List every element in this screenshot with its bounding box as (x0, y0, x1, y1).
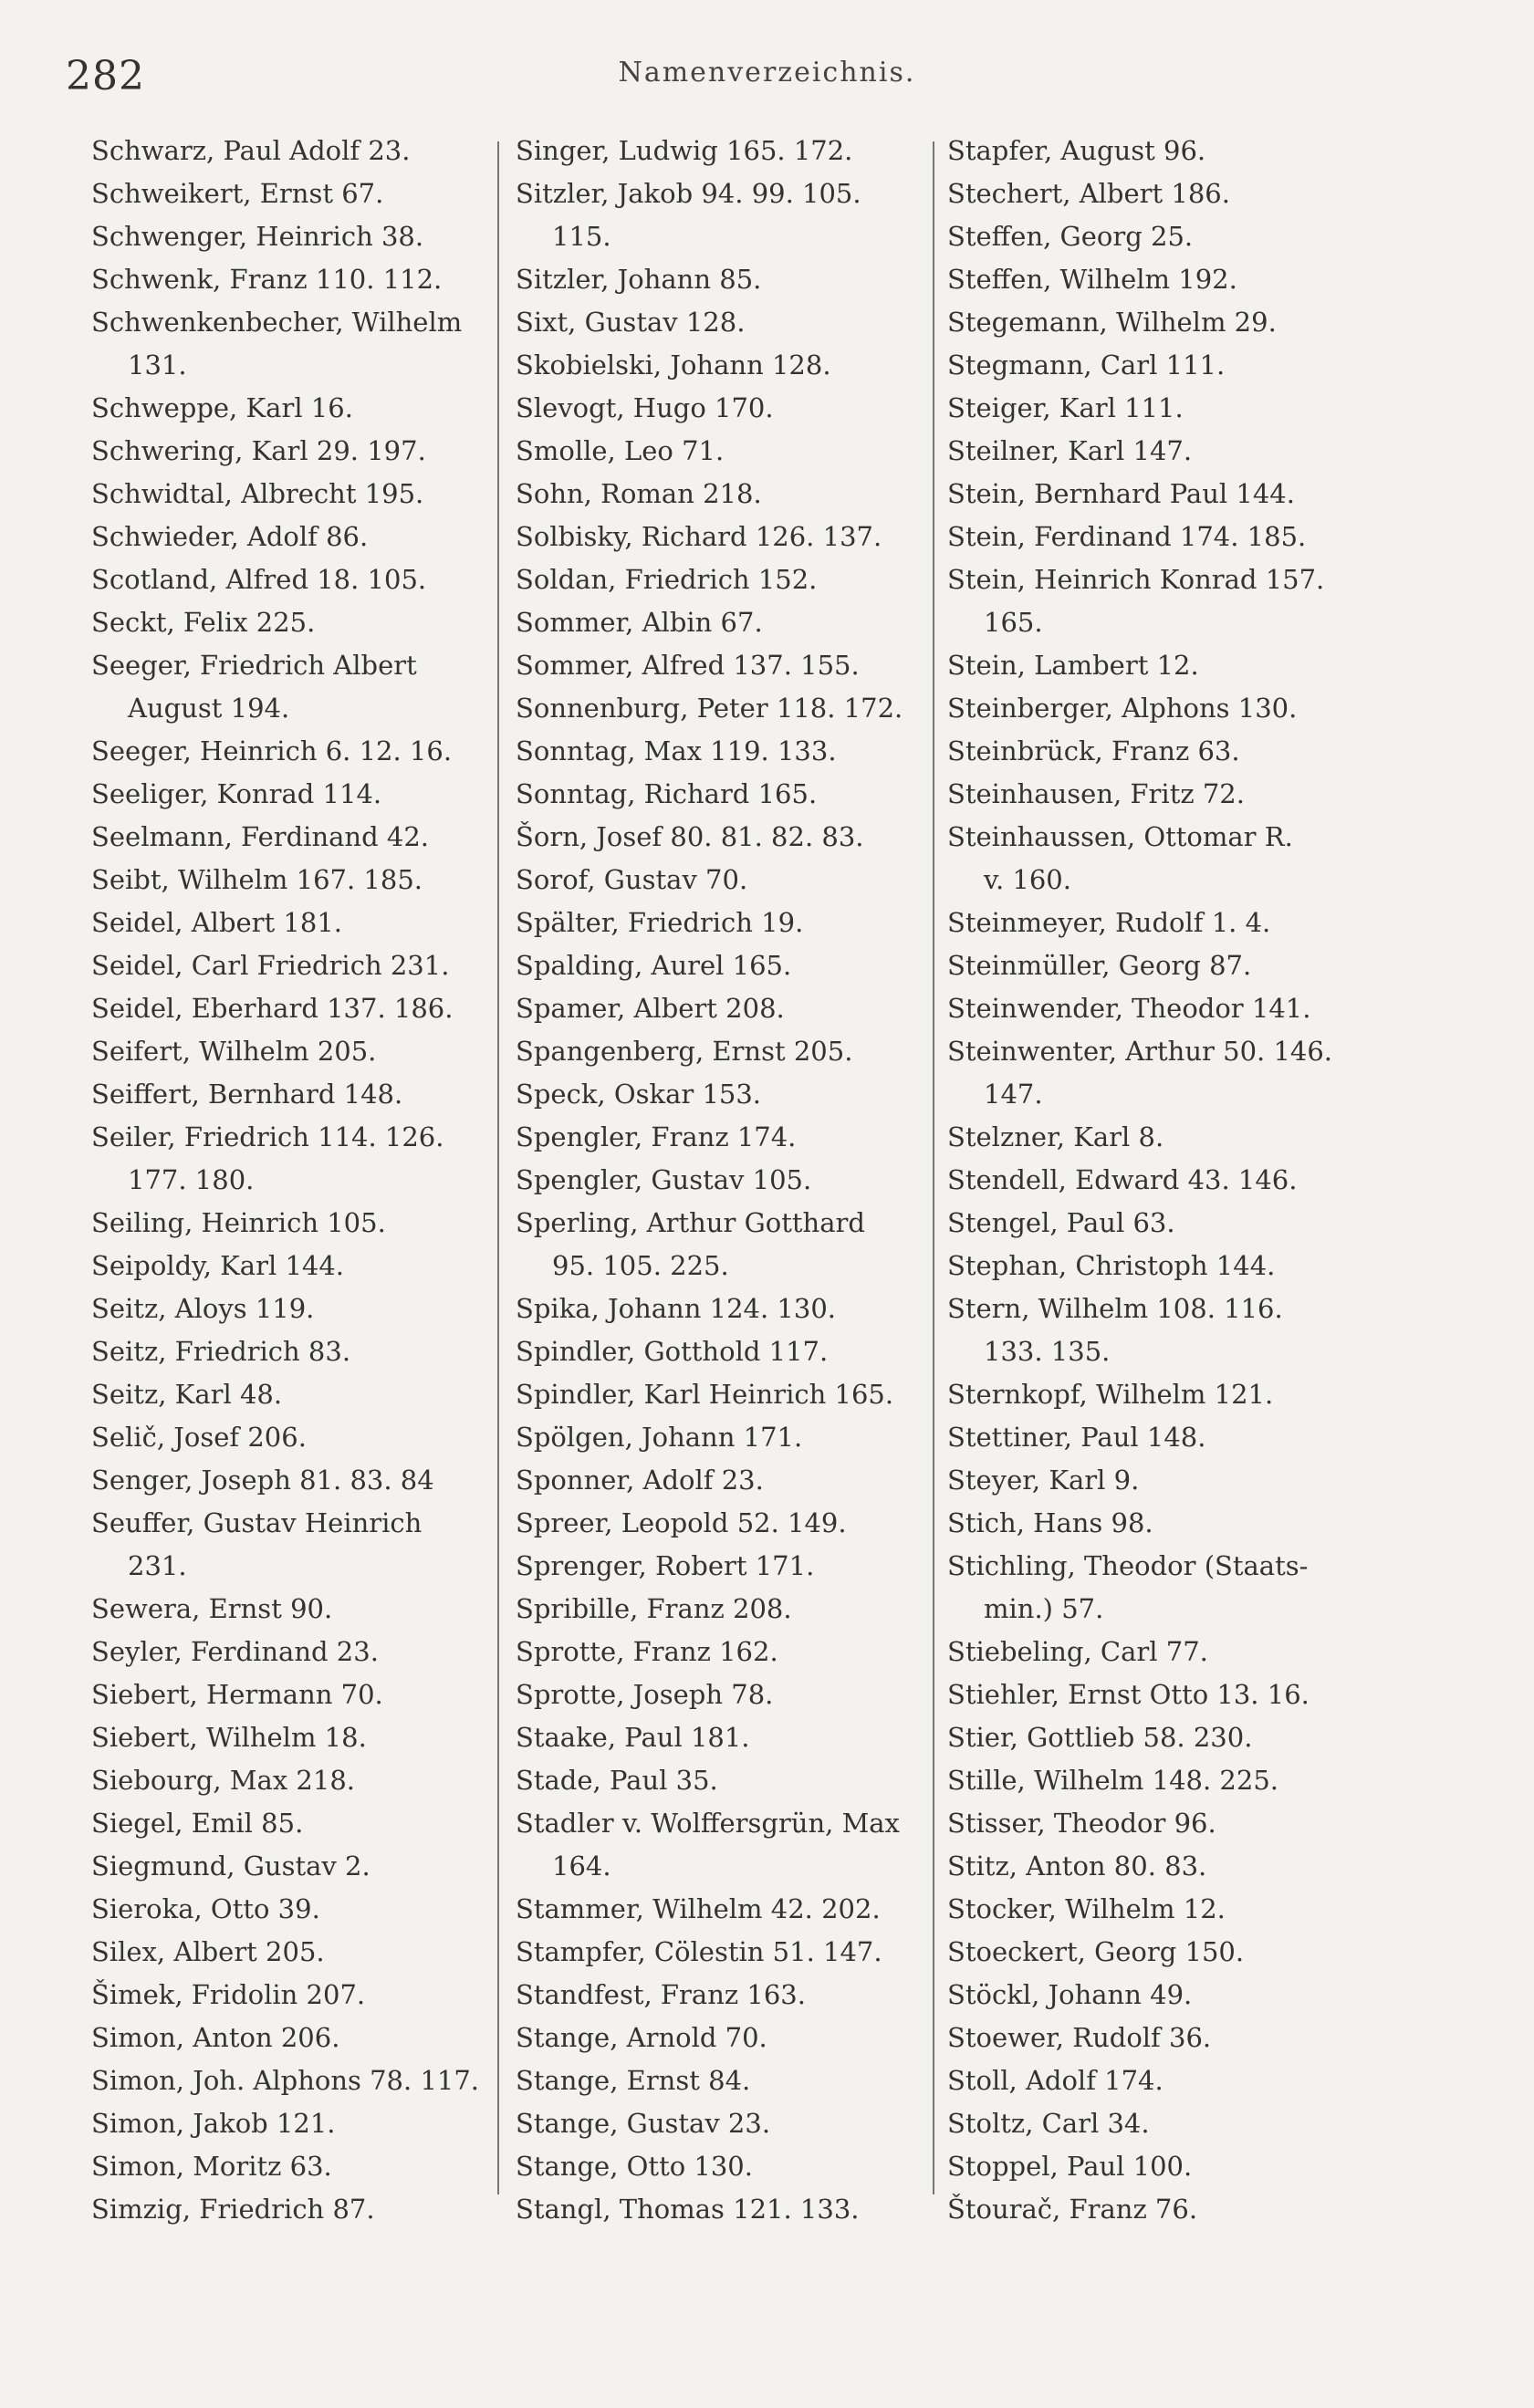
index-entry: Siegel, Emil 85. (91, 1808, 304, 1839)
index-entry: Scotland, Alfred 18. 105. (91, 564, 427, 595)
index-entry: Stendell, Edward 43. 146. (947, 1164, 1298, 1195)
index-entry: Stange, Arnold 70. (516, 2022, 767, 2053)
index-entry: Selič, Josef 206. (91, 1422, 307, 1453)
index-entry: Steinmeyer, Rudolf 1. 4. (947, 907, 1271, 938)
index-entry-continuation: 95. 105. 225. (552, 1250, 729, 1281)
index-entry: Skobielski, Johann 128. (516, 349, 831, 380)
index-entry: Sprotte, Franz 162. (516, 1636, 778, 1667)
index-entry: Stein, Lambert 12. (947, 650, 1199, 681)
index-entry: Spengler, Gustav 105. (516, 1164, 812, 1195)
index-entry: Stichling, Theodor (Staats- (947, 1550, 1309, 1581)
index-entry: Steinmüller, Georg 87. (947, 950, 1252, 981)
index-entry: Steinbrück, Franz 63. (947, 735, 1240, 766)
index-entry: Simon, Jakob 121. (91, 2108, 336, 2139)
index-entry: Stitz, Anton 80. 83. (947, 1850, 1207, 1882)
index-entry: Seiffert, Bernhard 148. (91, 1079, 403, 1110)
index-entry: Soldan, Friedrich 152. (516, 564, 818, 595)
index-entry: Šimek, Fridolin 207. (91, 1979, 366, 2010)
index-entry: Spengler, Franz 174. (516, 1121, 797, 1152)
index-entry: Seeger, Heinrich 6. 12. 16. (91, 735, 453, 766)
index-entry: Stiehler, Ernst Otto 13. 16. (947, 1679, 1310, 1710)
index-entry: Sitzler, Jakob 94. 99. 105. (516, 178, 861, 209)
index-entry: Slevogt, Hugo 170. (516, 392, 774, 423)
index-column-1 (91, 130, 493, 2231)
index-entry: Stoll, Adolf 174. (947, 2065, 1164, 2096)
index-entry: Schwering, Karl 29. 197. (91, 435, 426, 466)
index-entry: Sprotte, Joseph 78. (516, 1679, 774, 1710)
index-entry: Seyler, Ferdinand 23. (91, 1636, 379, 1667)
page-number: 282 (66, 53, 145, 99)
index-entry: Stocker, Wilhelm 12. (947, 1893, 1226, 1924)
index-entry: Stein, Ferdinand 174. 185. (947, 521, 1307, 552)
index-entry: Singer, Ludwig 165. 172. (516, 135, 853, 166)
index-entry: Stegmann, Carl 111. (947, 349, 1226, 380)
index-entry: Sommer, Albin 67. (516, 607, 763, 638)
index-entry: Seckt, Felix 225. (91, 607, 316, 638)
index-entry-continuation: 231. (128, 1550, 187, 1581)
index-entry-continuation: min.) 57. (984, 1593, 1104, 1624)
index-entry: Silex, Albert 205. (91, 1936, 325, 1967)
index-entry: Štourač, Franz 76. (947, 2194, 1198, 2225)
index-entry: Seifert, Wilhelm 205. (91, 1036, 377, 1067)
index-entry: Spangenberg, Ernst 205. (516, 1036, 853, 1067)
index-entry: Stegemann, Wilhelm 29. (947, 307, 1277, 338)
index-entry: Stern, Wilhelm 108. 116. (947, 1293, 1283, 1324)
index-entry: Seitz, Aloys 119. (91, 1293, 315, 1324)
index-entry: Šorn, Josef 80. 81. 82. 83. (516, 821, 864, 852)
index-entry: Sixt, Gustav 128. (516, 307, 746, 338)
index-entry: Solbisky, Richard 126. 137. (516, 521, 882, 552)
index-entry: Sitzler, Johann 85. (516, 264, 762, 295)
index-entry: Steinwenter, Arthur 50. 146. (947, 1036, 1333, 1067)
index-entry: Steyer, Karl 9. (947, 1465, 1140, 1496)
index-entry: Stoewer, Rudolf 36. (947, 2022, 1212, 2053)
index-entry-continuation: 147. (984, 1079, 1043, 1110)
index-entry: Spindler, Karl Heinrich 165. (516, 1379, 894, 1410)
index-entry: Seeger, Friedrich Albert (91, 650, 417, 681)
index-entry: Sorof, Gustav 70. (516, 864, 748, 895)
index-entry: Stein, Bernhard Paul 144. (947, 478, 1295, 509)
index-entry: Schwenkenbecher, Wilhelm (91, 307, 463, 338)
index-entry: Sponner, Adolf 23. (516, 1465, 764, 1496)
index-entry: Seibt, Wilhelm 167. 185. (91, 864, 423, 895)
index-entry: Steilner, Karl 147. (947, 435, 1193, 466)
index-entry: Staake, Paul 181. (516, 1722, 750, 1753)
index-entry: Stoeckert, Georg 150. (947, 1936, 1245, 1967)
index-entry: Spindler, Gotthold 117. (516, 1336, 829, 1367)
index-entry: Stettiner, Paul 148. (947, 1422, 1206, 1453)
index-entry: Sohn, Roman 218. (516, 478, 762, 509)
index-entry: Stephan, Christoph 144. (947, 1250, 1276, 1281)
index-entry: Sprenger, Robert 171. (516, 1550, 815, 1581)
index-entry: Sieroka, Otto 39. (91, 1893, 320, 1924)
index-entry: Spribille, Franz 208. (516, 1593, 792, 1624)
index-entry: Seuffer, Gustav Heinrich (91, 1507, 423, 1538)
index-entry: Stange, Gustav 23. (516, 2108, 771, 2139)
index-entry: Schwidtal, Albrecht 195. (91, 478, 424, 509)
index-entry: Stein, Heinrich Konrad 157. (947, 564, 1325, 595)
index-entry: Sewera, Ernst 90. (91, 1593, 333, 1624)
index-entry: Schwarz, Paul Adolf 23. (91, 135, 411, 166)
index-entry: Sperling, Arthur Gotthard (516, 1207, 865, 1238)
index-entry: Seiling, Heinrich 105. (91, 1207, 386, 1238)
index-entry: Seidel, Albert 181. (91, 907, 342, 938)
index-entry: Spalding, Aurel 165. (516, 950, 792, 981)
index-entry: Seidel, Carl Friedrich 231. (91, 950, 450, 981)
index-entry: Siebert, Wilhelm 18. (91, 1722, 367, 1753)
index-entry: Spreer, Leopold 52. 149. (516, 1507, 847, 1538)
index-entry-continuation: 164. (552, 1850, 611, 1882)
index-entry-continuation: 177. 180. (128, 1164, 255, 1195)
index-entry: Sternkopf, Wilhelm 121. (947, 1379, 1274, 1410)
index-entry: Spika, Johann 124. 130. (516, 1293, 836, 1324)
page-title: Namenverzeichnis. (618, 57, 916, 89)
index-entry: Senger, Joseph 81. 83. 84 (91, 1465, 434, 1496)
index-entry: Seeliger, Konrad 114. (91, 778, 382, 809)
index-entry: Standfest, Franz 163. (516, 1979, 806, 2010)
index-entry: Smolle, Leo 71. (516, 435, 725, 466)
index-entry-continuation: 165. (984, 607, 1043, 638)
index-entry: Sonntag, Richard 165. (516, 778, 818, 809)
index-entry: Spälter, Friedrich 19. (516, 907, 804, 938)
index-entry: Stoppel, Paul 100. (947, 2151, 1193, 2182)
index-entry: Stange, Ernst 84. (516, 2065, 751, 2096)
index-entry: Seipoldy, Karl 144. (91, 1250, 345, 1281)
index-entry: Schweikert, Ernst 67. (91, 178, 384, 209)
index-entry: Stampfer, Cölestin 51. 147. (516, 1936, 882, 1967)
index-entry: Stangl, Thomas 121. 133. (516, 2194, 860, 2225)
index-entry: Stoltz, Carl 34. (947, 2108, 1150, 2139)
index-entry: Schwenk, Franz 110. 112. (91, 264, 443, 295)
index-entry: Seelmann, Ferdinand 42. (91, 821, 429, 852)
index-entry: Seitz, Friedrich 83. (91, 1336, 351, 1367)
index-entry: Steinhausen, Fritz 72. (947, 778, 1245, 809)
index-entry-continuation: 133. 135. (984, 1336, 1111, 1367)
index-entry: Stiebeling, Carl 77. (947, 1636, 1208, 1667)
index-entry: Stengel, Paul 63. (947, 1207, 1175, 1238)
index-entry: Schwieder, Adolf 86. (91, 521, 369, 552)
index-entry: Sonntag, Max 119. 133. (516, 735, 837, 766)
index-entry: Simon, Joh. Alphons 78. 117. (91, 2065, 480, 2096)
index-entry: Steinberger, Alphons 130. (947, 693, 1298, 724)
column-divider (497, 141, 499, 2194)
index-entry: Stade, Paul 35. (516, 1765, 718, 1796)
index-entry: Stisser, Theodor 96. (947, 1808, 1216, 1839)
index-entry: Seidel, Eberhard 137. 186. (91, 993, 454, 1024)
index-entry: Stammer, Wilhelm 42. 202. (516, 1893, 881, 1924)
index-entry: Stadler v. Wolffersgrün, Max (516, 1808, 900, 1839)
index-column-2 (516, 130, 940, 2231)
index-entry: Steiger, Karl 111. (947, 392, 1184, 423)
index-entry: Stille, Wilhelm 148. 225. (947, 1765, 1278, 1796)
index-entry: Stapfer, August 96. (947, 135, 1206, 166)
index-entry: Simon, Anton 206. (91, 2022, 340, 2053)
index-entry: Steinhaussen, Ottomar R. (947, 821, 1293, 852)
index-entry: Seiler, Friedrich 114. 126. (91, 1121, 444, 1152)
index-entry: Stelzner, Karl 8. (947, 1121, 1164, 1152)
index-entry: Seitz, Karl 48. (91, 1379, 283, 1410)
index-entry: Spamer, Albert 208. (516, 993, 785, 1024)
index-entry: Stich, Hans 98. (947, 1507, 1153, 1538)
index-entry: Steinwender, Theodor 141. (947, 993, 1311, 1024)
index-entry: Siebourg, Max 218. (91, 1765, 355, 1796)
index-entry: Stechert, Albert 186. (947, 178, 1230, 209)
index-entry: Schweppe, Karl 16. (91, 392, 353, 423)
index-entry-continuation: 115. (552, 221, 611, 252)
index-entry: Sonnenburg, Peter 118. 172. (516, 693, 903, 724)
index-entry: Stöckl, Johann 49. (947, 1979, 1193, 2010)
index-entry-continuation: v. 160. (984, 864, 1071, 895)
index-entry: Sommer, Alfred 137. 155. (516, 650, 860, 681)
index-entry-continuation: August 194. (128, 693, 290, 724)
index-entry: Siegmund, Gustav 2. (91, 1850, 370, 1882)
index-column-3 (947, 130, 1385, 2231)
index-entry: Steffen, Georg 25. (947, 221, 1194, 252)
index-entry-continuation: 131. (128, 349, 187, 380)
index-entry: Speck, Oskar 153. (516, 1079, 762, 1110)
index-entry: Schwenger, Heinrich 38. (91, 221, 424, 252)
index-entry: Siebert, Hermann 70. (91, 1679, 383, 1710)
index-entry: Simon, Moritz 63. (91, 2151, 332, 2182)
index-entry: Stange, Otto 130. (516, 2151, 753, 2182)
index-entry: Spölgen, Johann 171. (516, 1422, 803, 1453)
index-entry: Simzig, Friedrich 87. (91, 2194, 375, 2225)
index-entry: Steffen, Wilhelm 192. (947, 264, 1237, 295)
index-entry: Stier, Gottlieb 58. 230. (947, 1722, 1253, 1753)
